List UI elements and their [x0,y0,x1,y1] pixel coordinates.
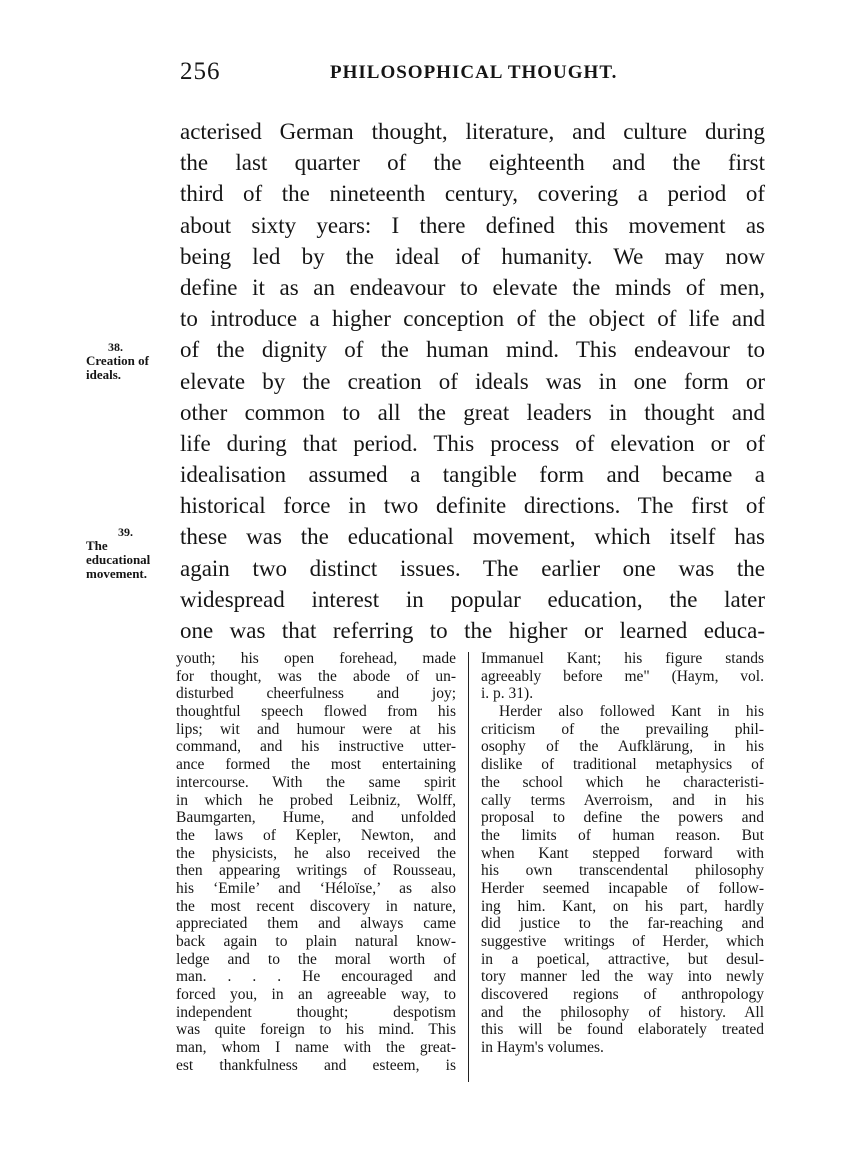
main-body-text [180,116,765,646]
body-line: widespread interest in popular education, the later [180,586,765,612]
footnote-line: the laws of Kepler, Newton, and [176,826,456,844]
footnote-line: and the philosophy of history. All [481,1003,764,1021]
page-header [180,58,770,92]
footnote-line: the most recent discovery in nature, [176,897,456,915]
footnote-line: in Haym's volumes. [481,1039,604,1057]
footnote-line: suggestive writings of Herder, which [481,933,764,950]
margin-note-line: ideals. [86,367,122,382]
body-line: to introduce a higher conception of the object of life and [180,306,765,332]
footnote-line: then appearing writings of Rousseau, [176,862,456,880]
body-line: being led by the ideal of humanity. We may now [180,243,765,269]
footnote-line: i. p. 31). [481,685,534,703]
footnote-line: the limits of human reason. But [481,826,764,844]
body-line: acterised German thought, literature, and culture during [180,119,765,144]
footnote-line: proposal to define the powers and [481,809,764,827]
footnote-line: dislike of traditional metaphysics of [481,756,764,774]
footnote-line: did justice to the far-reaching and [481,915,764,933]
footnote-line: discovered regions of anthropology [481,986,764,1004]
body-line: of the dignity of the human mind. This endeavour to [180,337,765,363]
footnote-line: Herder also followed Kant in his [499,703,764,721]
running-title: PHILOSOPHICAL THOUGHT. [330,62,618,83]
page-number: 256 [180,58,221,85]
footnote-line: disturbed cheerfulness and joy; [176,685,456,703]
body-line: again two distinct issues. The earlier one was the [180,555,765,581]
footnote-line: back again to plain natural know- [176,933,456,950]
footnote-line: command, and his instructive utter- [176,738,456,756]
margin-note-number: 38. [108,340,123,354]
footnote-line: this will be found elaborately treated [481,1021,764,1039]
footnote-line: ing him. Kant, on his part, hardly [481,897,764,915]
footnote-line: the school which he characteristi- [481,773,764,791]
body-line: other common to all the great leaders in thought and [180,399,765,425]
margin-note-line: Creation of [86,353,149,368]
footnote-line: ance formed the most entertaining [176,756,456,774]
footnote-left-column [176,650,456,1075]
body-line: about sixty years: I there defined this movement as [180,212,765,238]
body-line: the last quarter of the eighteenth and the first [180,150,765,176]
footnote-line: thoughtful speech flowed from his [176,703,456,721]
footnote-line: Baumgarten, Hume, and unfolded [176,809,456,827]
footnote-line: Herder seemed incapable of follow- [481,879,764,897]
footnote-line: tory manner led the way into newly [481,968,764,986]
margin-note-number: 39. [118,525,133,539]
margin-note-line: educational [86,552,151,567]
margin-note-educational-movement [86,525,176,581]
body-line: third of the nineteenth century, covering a period of [180,181,765,207]
footnote-right-column [481,650,764,1057]
footnote-line: man, whom I name with the great- [176,1039,456,1057]
footnote-line: his ‘Emile’ and ‘Héloïse,’ as also [176,879,456,897]
footnote-line: appreciated them and always came [176,915,456,933]
column-divider [468,652,469,1082]
footnote-line: for thought, was the abode of un- [176,667,456,685]
body-line: one was that referring to the higher or learned educa- [180,618,765,643]
footnote-line: man. . . . He encouraged and [176,968,456,986]
margin-note-creation-of-ideals [86,340,166,382]
footnote-line: agreeably before me" (Haym, vol. [481,667,764,685]
footnote-line: the physicists, he also received the [176,844,456,862]
footnote-line: was quite foreign to his mind. This [176,1021,456,1039]
footnote-line: est thankfulness and esteem, is [176,1056,456,1074]
footnote-line: criticism of the prevailing phil- [481,720,764,738]
body-line: life during that period. This process of elevation or of [180,430,765,456]
footnote-line: cally terms Averroism, and in his [481,791,764,809]
body-line: idealisation assumed a tangible form and became a [180,462,765,488]
footnote-line: youth; his open forehead, made [176,650,456,667]
footnote-line: lips; wit and humour were at his [176,720,456,738]
body-line: these was the educational movement, which itself has [180,524,765,550]
footnote-line: forced you, in an agreeable way, to [176,986,456,1004]
footnote-line: independent thought; despotism [176,1003,456,1021]
footnote-line: osophy of the Aufklärung, in his [481,738,764,756]
footnote-line: his own transcendental philosophy [481,862,764,880]
footnote-line: intercourse. With the same spirit [176,773,456,791]
footnote-line: Immanuel Kant; his figure stands [481,650,764,667]
margin-note-line: movement. [86,566,148,581]
body-line: define it as an endeavour to elevate the minds of men, [180,274,765,300]
footnote-line: in which he probed Leibniz, Wolff, [176,791,456,809]
body-line: elevate by the creation of ideals was in one form or [180,368,765,394]
footnote-line: ledge and to the moral worth of [176,950,456,968]
body-line: historical force in two definite directions. The first of [180,493,765,519]
footnote-line: in a poetical, attractive, but desul- [481,950,764,968]
margin-note-line: The [86,538,108,553]
footnote-line: when Kant stepped forward with [481,844,764,862]
